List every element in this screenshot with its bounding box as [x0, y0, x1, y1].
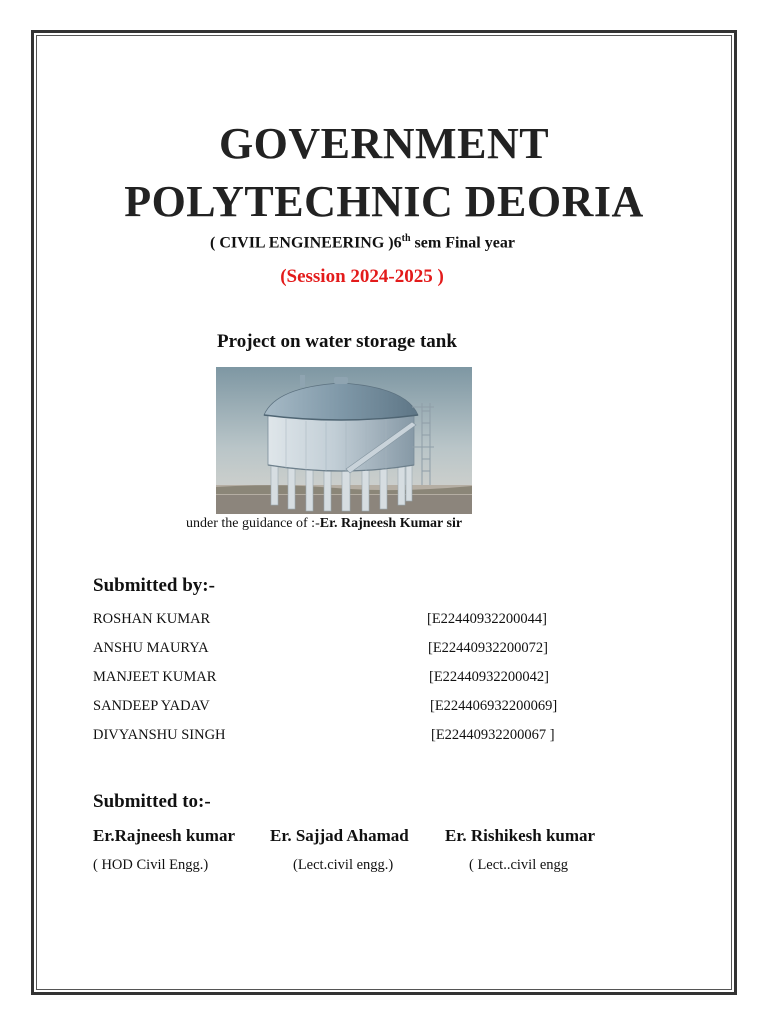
- guide-name: Er. Rajneesh Kumar sir: [319, 516, 463, 531]
- department-suffix: sem Final year: [410, 234, 515, 252]
- student-name: MANJEET KUMAR: [93, 669, 217, 685]
- project-title: Project on water storage tank: [217, 331, 457, 352]
- institute-title-line2: POLYTECHNIC DEORIA: [124, 177, 644, 226]
- session-line: (Session 2024-2025 ): [280, 266, 444, 287]
- department-line: [0, 233, 725, 252]
- department-prefix: ( CIVIL ENGINEERING )6: [210, 234, 402, 252]
- student-roll: [E224406932200069]: [430, 698, 558, 714]
- semester-ordinal: th: [401, 233, 411, 244]
- submitted-to-heading: Submitted to:-: [93, 791, 211, 812]
- faculty-designation: ( Lect..civil engg: [469, 857, 569, 873]
- student-name: ANSHU MAURYA: [93, 640, 209, 656]
- student-name: SANDEEP YADAV: [93, 698, 210, 714]
- faculty-name: Er. Rishikesh kumar: [445, 826, 596, 845]
- faculty-name: Er.Rajneesh kumar: [93, 826, 235, 845]
- faculty-designation: (Lect.civil engg.): [293, 857, 394, 873]
- student-name: DIVYANSHU SINGH: [93, 727, 226, 743]
- institute-title-line1: GOVERNMENT: [218, 119, 550, 168]
- submitted-by-heading: Submitted by:-: [93, 575, 215, 596]
- guidance-line: [186, 516, 462, 532]
- student-roll: [E22440932200067 ]: [431, 727, 555, 743]
- student-roll: [E22440932200072]: [428, 640, 549, 656]
- guidance-prefix: under the guidance of :-: [186, 516, 320, 531]
- water-tank-image: [216, 367, 472, 514]
- student-roll: [E22440932200044]: [427, 611, 548, 627]
- faculty-name: Er. Sajjad Ahamad: [270, 826, 409, 845]
- student-name: ROSHAN KUMAR: [93, 611, 211, 627]
- faculty-designation: ( HOD Civil Engg.): [93, 857, 209, 873]
- student-roll: [E22440932200042]: [429, 669, 550, 685]
